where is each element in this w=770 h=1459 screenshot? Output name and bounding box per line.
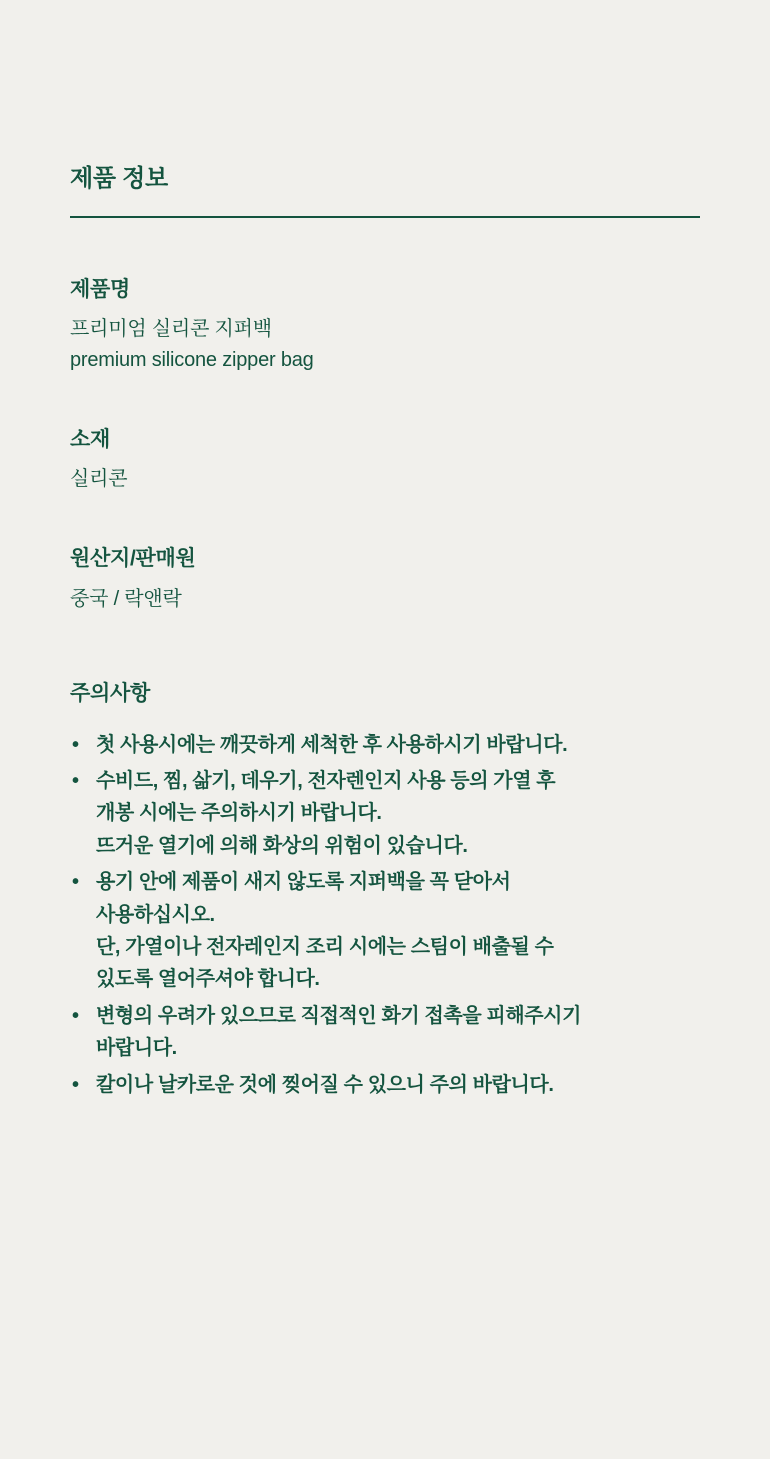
notice-heading: 주의사항 [70,681,150,705]
page-title: 제품 정보 [70,165,168,192]
notice-line: 수비드, 찜, 삶기, 데우기, 전자렌인지 사용 등의 가열 후 [96,770,556,793]
title-divider [70,216,700,218]
spec-value-line: 실리콘 [70,468,128,491]
spec-value-line: 중국 / 락앤락 [70,587,182,610]
bullet-icon: • [72,733,79,756]
spec-label: 제품명 [70,277,130,301]
notice-line: 칼이나 날카로운 것에 찢어질 수 있으니 주의 바랍니다. [96,1073,554,1096]
notice-list [70,729,700,1101]
notice-line: 변형의 우려가 있으므로 직접적인 화기 접촉을 피해주시기 [96,1004,582,1027]
spec-value [70,314,700,376]
list-item [70,765,700,862]
spec-product-name [70,276,700,376]
list-item [70,866,700,996]
notice-line: 있도록 열어주셔야 합니다. [96,968,320,991]
notice-line: 개봉 시에는 주의하시기 바랍니다. [96,802,382,825]
bullet-icon: • [72,871,79,894]
list-item [70,1000,700,1065]
list-item [70,1069,700,1101]
bullet-icon: • [72,770,79,793]
spec-label: 원산지/판매원 [70,547,196,571]
spec-label: 소재 [70,428,110,452]
spec-value [70,584,700,615]
bullet-icon: • [72,1004,79,1027]
spec-value-line: 프리미엄 실리콘 지퍼백 [70,318,272,341]
notice-line: 바랍니다. [96,1037,177,1060]
spec-material [70,426,700,495]
spec-origin-seller [70,545,700,614]
notice-line: 뜨거운 열기에 의해 화상의 위험이 있습니다. [96,834,468,857]
notice-line: 단, 가열이나 전자레인지 조리 시에는 스팀이 배출될 수 [96,936,554,959]
notice-line: 사용하십시오. [96,903,215,926]
bullet-icon: • [72,1073,79,1096]
notice-line: 용기 안에 제품이 새지 않도록 지퍼백을 꼭 닫아서 [96,871,511,894]
list-item [70,729,700,761]
spec-value [70,464,700,495]
spec-value-line: premium silicone zipper bag [70,349,314,372]
notice-line: 첫 사용시에는 깨끗하게 세척한 후 사용하시기 바랍니다. [96,733,568,756]
